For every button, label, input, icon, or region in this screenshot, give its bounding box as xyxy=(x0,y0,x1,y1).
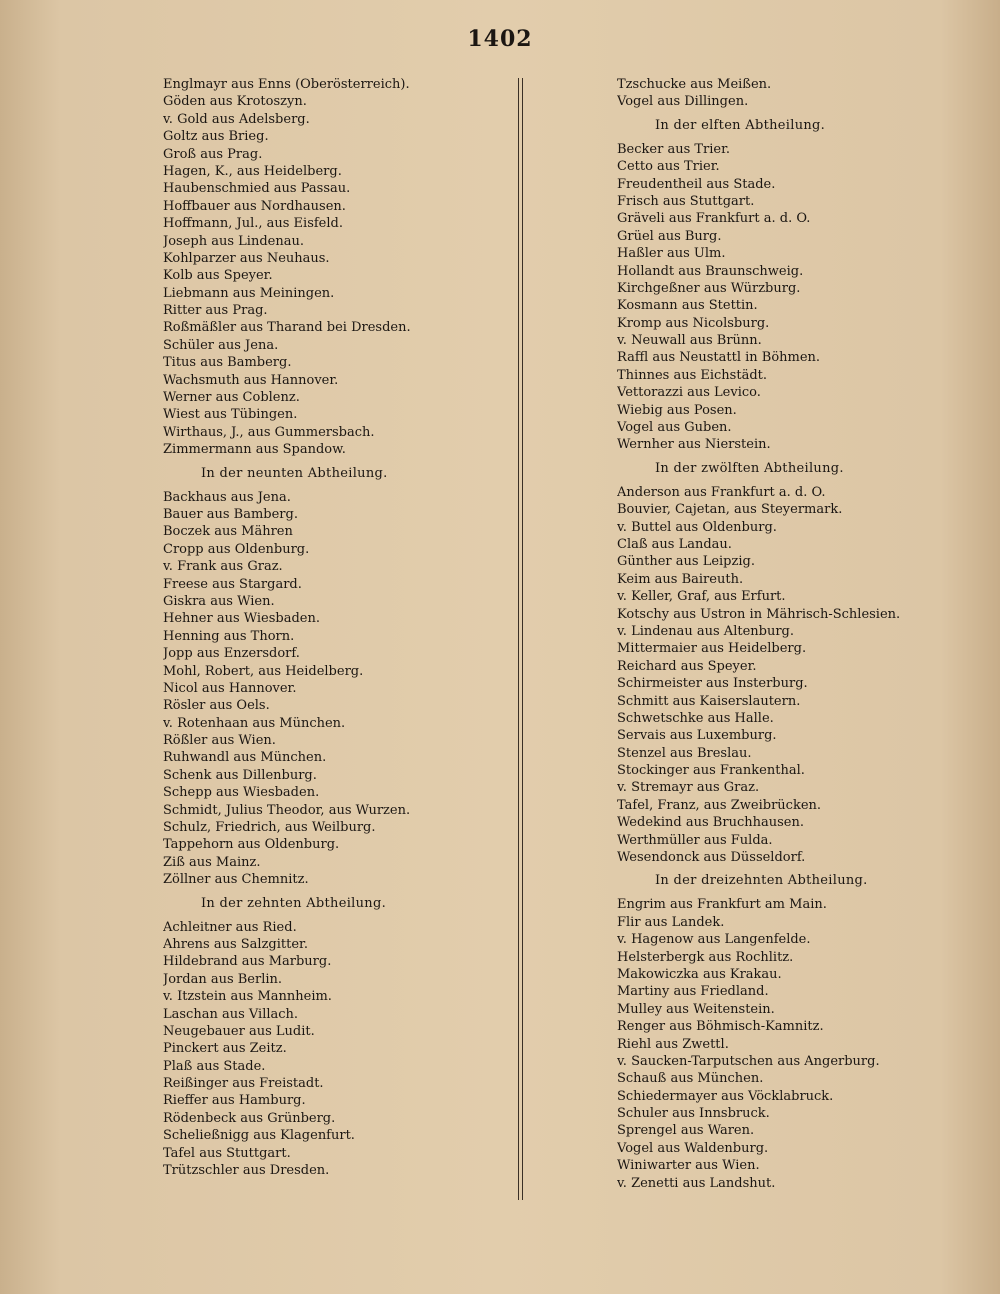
list-item: Ritter aus Prag. xyxy=(163,303,268,319)
list-item: Riehl aus Zwettl. xyxy=(617,1036,729,1052)
list-item: Schenk aus Dillenburg. xyxy=(163,767,317,783)
list-item: Mulley aus Weitenstein. xyxy=(617,1001,775,1017)
list-item: Roßmäßler aus Tharand bei Dresden. xyxy=(163,320,411,336)
list-item: Bauer aus Bamberg. xyxy=(163,506,298,522)
list-item: Goltz aus Brieg. xyxy=(163,129,269,145)
list-item: Becker aus Trier. xyxy=(617,141,731,157)
list-item: Hoffbauer aus Nordhausen. xyxy=(163,198,346,214)
list-item: Cropp aus Oldenburg. xyxy=(163,541,310,557)
list-item: Plaß aus Stade. xyxy=(163,1058,266,1074)
list-item: Joseph aus Lindenau. xyxy=(163,233,304,249)
list-item: Wirthaus, J., aus Gummersbach. xyxy=(163,424,375,440)
list-item: Trützschler aus Dresden. xyxy=(163,1163,330,1179)
list-item: Wedekind aus Bruchhausen. xyxy=(617,815,804,831)
list-item: Vogel aus Guben. xyxy=(617,420,732,436)
list-item: v. Lindenau aus Altenburg. xyxy=(617,623,794,639)
list-item: Renger aus Böhmisch-Kamnitz. xyxy=(617,1019,824,1035)
list-item: Thinnes aus Eichstädt. xyxy=(617,367,767,383)
list-item: v. Rotenhaan aus München. xyxy=(163,715,346,731)
list-item: Rödenbeck aus Grünberg. xyxy=(163,1110,336,1126)
list-item: Ziß aus Mainz. xyxy=(163,854,261,870)
list-item: Laschan aus Villach. xyxy=(163,1006,299,1022)
list-item: Flir aus Landek. xyxy=(617,914,725,930)
list-item: Wesendonck aus Düsseldorf. xyxy=(617,850,806,866)
list-item: Frisch aus Stuttgart. xyxy=(617,193,755,209)
list-item: v. Keller, Graf, aus Erfurt. xyxy=(617,589,786,605)
list-item: Hildebrand aus Marburg. xyxy=(163,954,332,970)
section-heading: In der neunten Abtheilung. xyxy=(201,465,388,481)
list-item: Vogel aus Dillingen. xyxy=(617,94,749,110)
list-item: Stockinger aus Frankenthal. xyxy=(617,763,805,779)
list-item: Schwetschke aus Halle. xyxy=(617,710,774,726)
list-item: Hehner aus Wiesbaden. xyxy=(163,611,320,627)
list-item: Martiny aus Friedland. xyxy=(617,984,769,1000)
list-item: Haßler aus Ulm. xyxy=(617,246,726,262)
page-number: 1402 xyxy=(467,26,533,52)
list-item: Schepp aus Wiesbaden. xyxy=(163,785,320,801)
list-item: Zöllner aus Chemnitz. xyxy=(163,872,309,888)
list-item: Ahrens aus Salzgitter. xyxy=(163,936,308,952)
list-item: v. Gold aus Adelsberg. xyxy=(163,111,310,127)
list-item: Freese aus Stargard. xyxy=(163,576,302,592)
list-item: Hollandt aus Braunschweig. xyxy=(617,263,804,279)
list-item: Kohlparzer aus Neuhaus. xyxy=(163,250,330,266)
list-item: Schauß aus München. xyxy=(617,1071,764,1087)
list-item: Tzschucke aus Meißen. xyxy=(617,77,772,92)
list-item: Scheließnigg aus Klagenfurt. xyxy=(163,1128,355,1144)
list-item: Wiest aus Tübingen. xyxy=(163,407,298,423)
list-item: Hagen, K., aus Heidelberg. xyxy=(163,163,342,179)
section-heading: In der zehnten Abtheilung. xyxy=(201,895,387,911)
list-item: Cetto aus Trier. xyxy=(617,159,720,175)
list-item: Wernher aus Nierstein. xyxy=(617,437,771,453)
list-item: Haubenschmied aus Passau. xyxy=(163,181,351,197)
list-item: Werthmüller aus Fulda. xyxy=(617,832,773,848)
section-heading: In der elften Abtheilung. xyxy=(655,117,826,133)
list-item: Kosmann aus Stettin. xyxy=(617,298,758,314)
list-item: Keim aus Baireuth. xyxy=(617,571,744,587)
list-item: Helsterbergk aus Rochlitz. xyxy=(617,949,794,965)
list-item: Tafel, Franz, aus Zweibrücken. xyxy=(617,797,822,813)
list-item: v. Buttel aus Oldenburg. xyxy=(617,519,777,535)
list-item: Engrim aus Frankfurt am Main. xyxy=(617,897,827,913)
section-heading: In der zwölften Abtheilung. xyxy=(655,460,844,476)
list-item: Vogel aus Waldenburg. xyxy=(617,1140,769,1156)
list-item: Titus aus Bamberg. xyxy=(163,355,292,371)
list-item: Tappehorn aus Oldenburg. xyxy=(163,837,340,853)
list-item: v. Saucken-Tarputschen aus Angerburg. xyxy=(617,1053,880,1069)
list-item: Makowiczka aus Krakau. xyxy=(617,966,782,982)
list-item: Schüler aus Jena. xyxy=(163,337,279,353)
list-item: Reichard aus Speyer. xyxy=(617,658,757,674)
list-item: v. Stremayr aus Graz. xyxy=(617,780,760,796)
list-item: Nicol aus Hannover. xyxy=(163,680,297,696)
list-item: Bouvier, Cajetan, aus Steyermark. xyxy=(617,502,843,518)
left-column xyxy=(163,76,508,1179)
list-item: Winiwarter aus Wien. xyxy=(617,1158,760,1174)
list-item: Kolb aus Speyer. xyxy=(163,268,273,284)
column-divider xyxy=(518,78,523,1200)
list-item: Günther aus Leipzig. xyxy=(617,554,755,570)
list-item: Ruhwandl aus München. xyxy=(163,750,327,766)
list-item: Schmidt, Julius Theodor, aus Wurzen. xyxy=(163,802,411,818)
list-item: Neugebauer aus Ludit. xyxy=(163,1023,315,1039)
list-item: Rößler aus Wien. xyxy=(163,733,276,749)
list-item: Rösler aus Oels. xyxy=(163,698,270,714)
list-item: Jopp aus Enzersdorf. xyxy=(163,646,300,662)
list-item: Jordan aus Berlin. xyxy=(163,971,283,987)
list-item: v. Hagenow aus Langenfelde. xyxy=(617,932,811,948)
list-item: v. Itzstein aus Mannheim. xyxy=(163,989,332,1005)
list-item: v. Frank aus Graz. xyxy=(163,559,283,575)
list-item: Boczek aus Mähren xyxy=(163,524,293,540)
list-item: Achleitner aus Ried. xyxy=(163,919,297,935)
list-item: Grüel aus Burg. xyxy=(617,228,722,244)
list-item: Rieffer aus Hamburg. xyxy=(163,1093,306,1109)
list-item: v. Zenetti aus Landshut. xyxy=(617,1175,776,1191)
list-item: Hoffmann, Jul., aus Eisfeld. xyxy=(163,216,343,232)
list-item: Werner aus Coblenz. xyxy=(163,390,300,406)
list-item: Kotschy aus Ustron in Mährisch-Schlesien. xyxy=(617,606,901,622)
list-item: Zimmermann aus Spandow. xyxy=(163,442,346,458)
list-item: Schulz, Friedrich, aus Weilburg. xyxy=(163,820,376,836)
list-item: Backhaus aus Jena. xyxy=(163,489,291,505)
list-item: v. Neuwall aus Brünn. xyxy=(617,333,762,349)
list-item: Gräveli aus Frankfurt a. d. O. xyxy=(617,211,811,227)
list-item: Pinckert aus Zeitz. xyxy=(163,1041,287,1057)
list-item: Raffl aus Neustattl in Böhmen. xyxy=(617,350,821,366)
list-item: Reißinger aus Freistadt. xyxy=(163,1076,324,1092)
list-item: Tafel aus Stuttgart. xyxy=(163,1145,291,1161)
list-item: Mohl, Robert, aus Heidelberg. xyxy=(163,663,364,679)
list-item: Göden aus Krotoszyn. xyxy=(163,94,307,110)
list-item: Wiebig aus Posen. xyxy=(617,402,737,418)
list-item: Vettorazzi aus Levico. xyxy=(617,385,761,401)
list-item: Claß aus Landau. xyxy=(617,536,732,552)
list-item: Schirmeister aus Insterburg. xyxy=(617,676,808,692)
list-item: Wachsmuth aus Hannover. xyxy=(163,372,339,388)
list-item: Freudentheil aus Stade. xyxy=(617,176,776,192)
list-item: Anderson aus Frankfurt a. d. O. xyxy=(617,484,826,500)
list-item: Kirchgeßner aus Würzburg. xyxy=(617,280,801,296)
list-item: Groß aus Prag. xyxy=(163,146,263,162)
list-item: Kromp aus Nicolsburg. xyxy=(617,315,770,331)
right-column xyxy=(617,76,947,1192)
list-item: Giskra aus Wien. xyxy=(163,593,275,609)
list-item: Servais aus Luxemburg. xyxy=(617,728,777,744)
list-item: Schiedermayer aus Vöcklabruck. xyxy=(617,1088,834,1104)
list-item: Englmayr aus Enns (Oberösterreich). xyxy=(163,77,410,92)
list-item: Mittermaier aus Heidelberg. xyxy=(617,641,807,657)
list-item: Stenzel aus Breslau. xyxy=(617,745,752,761)
list-item: Liebmann aus Meiningen. xyxy=(163,285,335,301)
list-item: Sprengel aus Waren. xyxy=(617,1123,755,1139)
list-item: Schuler aus Innsbruck. xyxy=(617,1106,770,1122)
list-item: Henning aus Thorn. xyxy=(163,628,295,644)
list-item: Schmitt aus Kaiserslautern. xyxy=(617,693,801,709)
section-heading: In der dreizehnten Abtheilung. xyxy=(655,873,868,889)
